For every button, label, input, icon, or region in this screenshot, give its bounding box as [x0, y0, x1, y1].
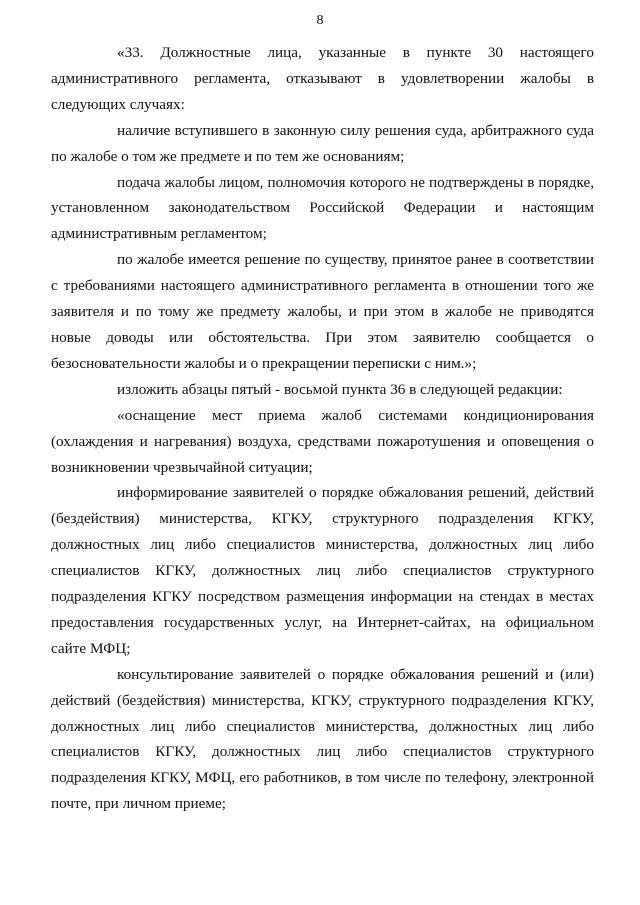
document-body: [51, 40, 594, 817]
paragraph-unconfirmed-authority: подача жалобы лицом, полномочия которого не подтверждены в порядке, установленном законодательством Российской Федерации и настоящим административным регламентом;: [51, 173, 594, 243]
paragraph-equipment: «оснащение мест приема жалоб системами кондиционирования (охлаждения и нагревания) воздуха, средствами пожаротушения и оповещения о возникновении чрезвычайной ситуации;: [51, 406, 594, 476]
paragraph-clause-33: «33. Должностные лица, указанные в пункте 30 настоящего административного регламента, отказывают в удовлетворении жалобы в следующих случаях:: [51, 44, 594, 113]
paragraph-consulting: консультирование заявителей о порядке обжалования решений и (или) действий (бездействия) министерства, КГКУ, структурного подразделения КГКУ, должностных лиц либо специалистов министерства, должностных лиц либо специалистов КГКУ, должностных лиц либо специалистов структурного подразделения КГКУ, МФЦ, его работников, в том числе по телефону, электронной почте, при личном приеме;: [51, 665, 594, 813]
page-number: 8: [316, 13, 324, 28]
paragraph-court-decision: наличие вступившего в законную силу решения суда, арбитражного суда по жалобе о том же предмете и по тем же основаниям;: [51, 121, 594, 165]
paragraph-prior-decision: по жалобе имеется решение по существу, принятое ранее в соответствии с требованиями настоящего административного регламента в отношении того же заявителя и по тому же предмету жалобы, и при этом в жалобе не приводятся новые доводы или обстоятельства. При этом заявителю сообщается о безосновательности жалобы и о прекращении переписки с ним.»;: [51, 251, 594, 372]
paragraph-informing: информирование заявителей о порядке обжалования решений, действий (бездействия) министерства, КГКУ, структурного подразделения КГКУ, должностных лиц либо специалистов министерства, должностных лиц либо специалистов КГКУ, должностных лиц либо специалистов структурного подразделения КГКУ посредством размещения информации на стендах в местах предоставления государственных услуг, на Интернет-сайтах, на официальном сайте МФЦ;: [51, 484, 594, 657]
paragraph-amendment-instruction: изложить абзацы пятый - восьмой пункта 36 в следующей редакции:: [117, 380, 563, 398]
